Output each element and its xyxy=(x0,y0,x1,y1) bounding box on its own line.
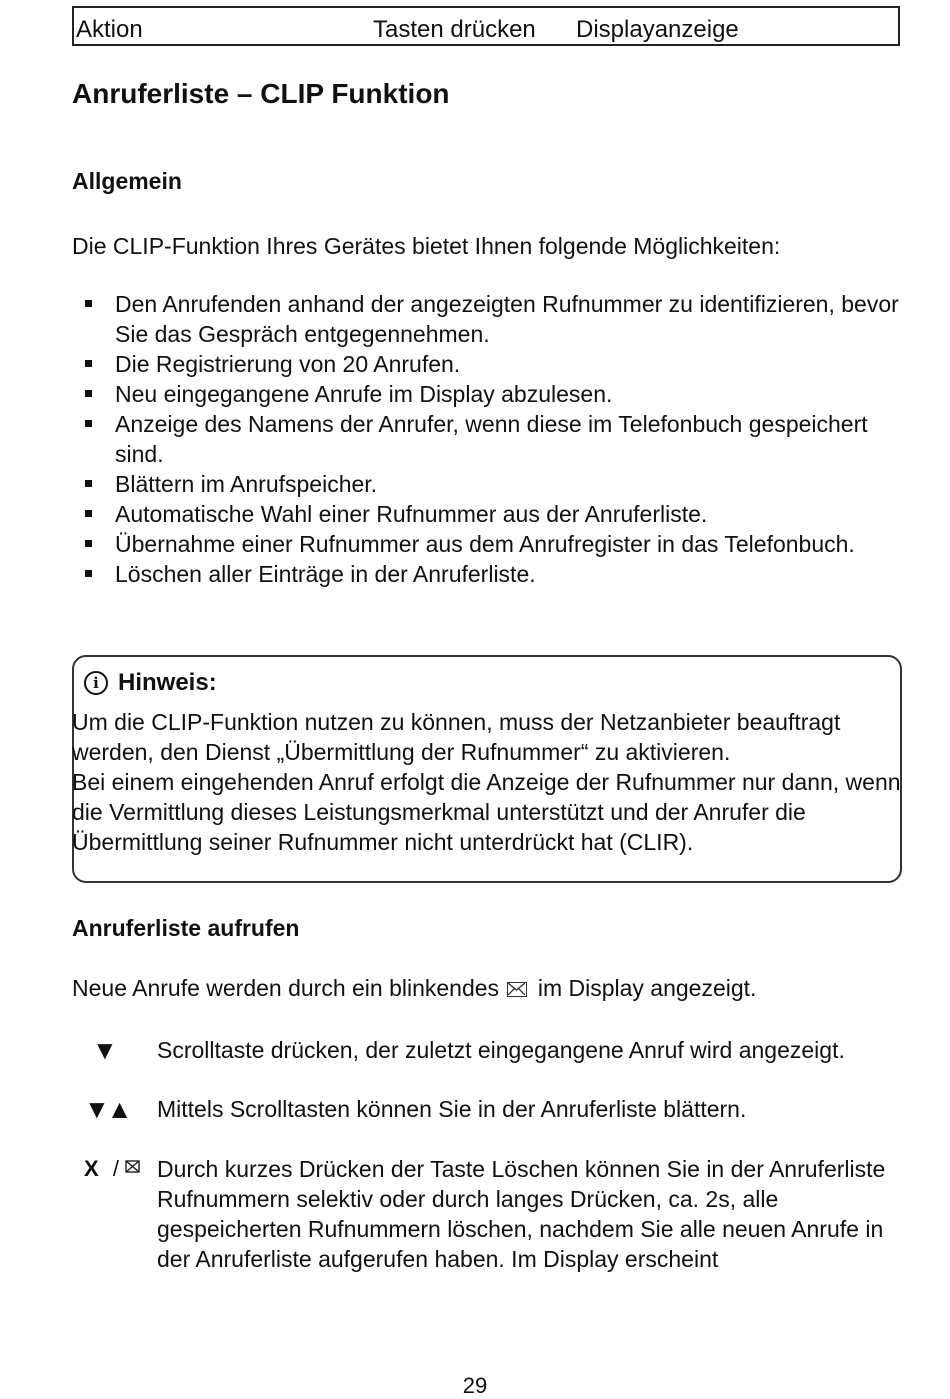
list-item: Den Anrufenden anhand der angezeigten Rufnummer zu identifizieren, bevor Sie das Gespräch entgegennehmen. xyxy=(72,289,902,349)
column-header xyxy=(72,6,900,46)
list-item: Automatische Wahl einer Rufnummer aus der Anruferliste. xyxy=(72,499,902,529)
general-intro: Die CLIP-Funktion Ihres Gerätes bietet Ihnen folgende Möglichkeiten: xyxy=(72,233,781,259)
note-box xyxy=(72,655,902,883)
page-title: Anruferliste – CLIP Funktion xyxy=(72,78,450,109)
bullet-icon xyxy=(85,300,92,307)
list-item: Neu eingegangene Anrufe im Display abzulesen. xyxy=(72,379,902,409)
note-text: Um die CLIP-Funktion nutzen zu können, muss der Netzanbieter beauftragt werden, den Dienst „Übermittlung der Rufnummer“ zu aktivieren. Bei einem eingehenden Anruf erfolgt die Anzeige der Rufnummer nur dann, wenn die Vermittlung dieses Leistungsmerkmal unterstützt und der Anrufer die Übermittlung seiner Rufnummer nicht unterdrückt hat (CLIR). xyxy=(72,709,901,855)
list-item: Übernahme einer Rufnummer aus dem Anrufregister in das Telefonbuch. xyxy=(72,529,902,559)
list-item: Löschen aller Einträge in der Anruferliste. xyxy=(72,559,902,589)
open-list-intro: Neue Anrufe werden durch ein blinkendes im Display angezeigt. xyxy=(72,975,757,1001)
x-key-icon: X xyxy=(84,1156,99,1181)
bullet-icon xyxy=(85,510,92,517)
list-item: Die Registrierung von 20 Anrufen. xyxy=(72,349,902,379)
info-icon: i xyxy=(84,671,108,695)
bullet-icon xyxy=(85,360,92,367)
header-keys: Tasten drücken xyxy=(373,16,536,43)
bullet-icon xyxy=(85,390,92,397)
bullet-icon xyxy=(85,570,92,577)
feature-list xyxy=(72,289,902,589)
page-number: 29 xyxy=(462,1373,488,1398)
bullet-icon xyxy=(85,420,92,427)
step-text: Mittels Scrolltasten können Sie in der Anruferliste blättern. xyxy=(157,1096,747,1122)
header-display: Displayanzeige xyxy=(576,16,739,43)
scroll-down-key-icon: ▼ xyxy=(92,1035,118,1065)
section-heading-open-list: Anruferliste aufrufen xyxy=(72,915,300,941)
delete-key-label: X / xyxy=(84,1154,164,1182)
list-item: Blättern im Anrufspeicher. xyxy=(72,469,902,499)
delete-envelope-icon xyxy=(125,1154,140,1180)
step-text: Scrolltaste drücken, der zuletzt eingegangene Anruf wird angezeigt. xyxy=(157,1037,845,1063)
step-text: Durch kurzes Drücken der Taste Löschen können Sie in der Anruferliste Rufnummern selektiv oder durch langes Drücken, ca. 2s, alle gespeicherten Rufnummern löschen, nachdem Sie alle neuen Anrufe in der Anruferliste aufgerufen haben. Im Display erscheint xyxy=(157,1156,886,1272)
section-heading-general: Allgemein xyxy=(72,168,182,194)
envelope-icon xyxy=(507,982,527,997)
note-title: Hinweis: xyxy=(118,669,217,696)
scroll-keys-icon: ▼▲ xyxy=(84,1094,130,1124)
bullet-icon xyxy=(85,480,92,487)
bullet-icon xyxy=(85,540,92,547)
header-action: Aktion xyxy=(76,16,143,43)
list-item: Anzeige des Namens der Anrufer, wenn diese im Telefonbuch gespeichert sind. xyxy=(72,409,902,469)
